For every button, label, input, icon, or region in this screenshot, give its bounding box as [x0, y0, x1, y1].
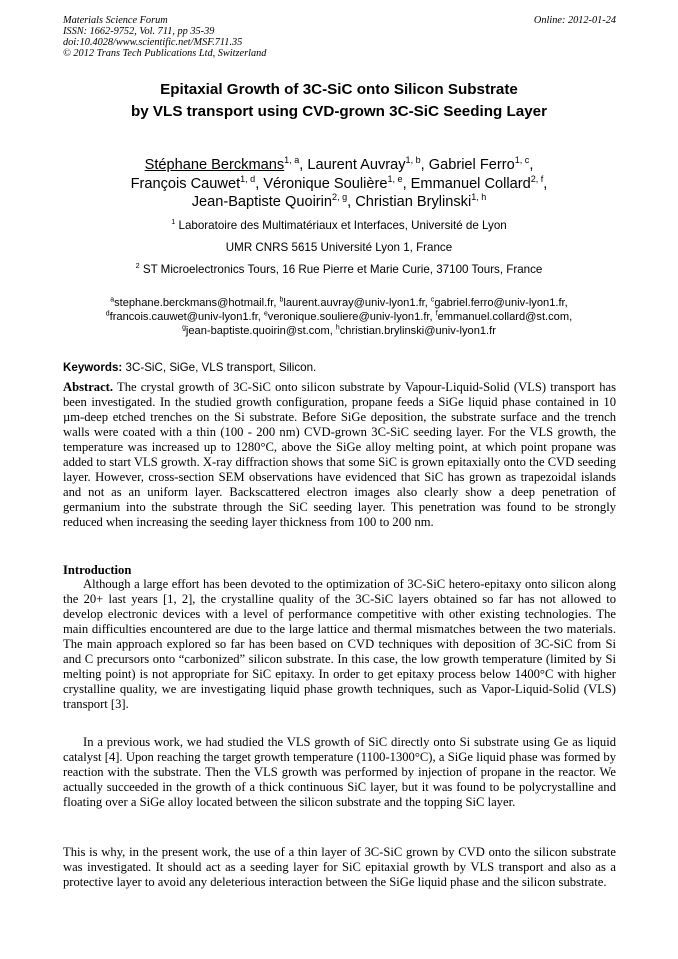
- author-line-1: Stéphane Berckmans$^{1, a}$, Laurent Auvray$^{1, b}$, Gabriel Ferro$^{1, c}$,: [144, 155, 534, 173]
- introduction-heading: Introduction: [63, 563, 132, 577]
- author-affiliation-mark: 1, d: [240, 173, 256, 184]
- affiliation-1-line-1: [0, 215, 678, 237]
- email-line-1: $^a$stephane.berckmans@hotmail.fr, $^b$laurent.auvray@univ-lyon1.fr, $^c$gabriel.ferro@univ-lyon1.fr,: [110, 296, 568, 309]
- email-line-3: $^g$jean-baptiste.quoirin@st.com, $^h$christian.brylinski@univ-lyon1.fr: [182, 324, 496, 337]
- affiliation-1-line-2: UMR CNRS 5615 Université Lyon 1, France: [225, 241, 453, 254]
- affiliation-mark: 2: [135, 261, 140, 271]
- author-name: Gabriel Ferro: [428, 157, 515, 173]
- paper-title-line-1: Epitaxial Growth of 3C-SiC onto Silicon Substrate: [160, 81, 518, 98]
- email-address[interactable]: gabriel.ferro@univ-lyon1.fr: [434, 297, 565, 309]
- email-address[interactable]: francois.cauwet@univ-lyon1.fr: [109, 311, 258, 323]
- author-affiliation-mark: 1, a: [284, 155, 300, 166]
- email-address[interactable]: christian.brylinski@univ-lyon1.fr: [339, 325, 496, 337]
- author-affiliation-mark: 1, b: [405, 155, 421, 166]
- author-emails: [0, 296, 678, 338]
- author-name: François Cauwet: [130, 175, 241, 192]
- author-line-2: François Cauwet$^{1, d}$, Véronique Soulière$^{1, e}$, Emmanuel Collard$^{2, f}$,: [130, 173, 548, 192]
- author-affiliation-mark: 1, c: [514, 155, 530, 166]
- email-line-2: $^d$francois.cauwet@univ-lyon1.fr, $^e$veronique.souliere@univ-lyon1.fr, $^f$emmanuel.collard@st.com,: [105, 310, 573, 323]
- author-name: Stéphane Berckmans: [144, 157, 285, 173]
- journal-header: [63, 15, 616, 59]
- journal-issn: ISSN: 1662-9752, Vol. 711, pp 35-39: [63, 26, 215, 37]
- email-address[interactable]: jean-baptiste.quoirin@st.com: [185, 325, 330, 337]
- email-mark: c: [430, 296, 435, 304]
- introduction-paragraph-1: [63, 577, 616, 712]
- author-list: [0, 156, 678, 212]
- email-address[interactable]: veronique.souliere@univ-lyon1.fr: [267, 311, 430, 323]
- abstract-label: Abstract.: [63, 380, 114, 394]
- author-affiliation-mark: 1, e: [387, 173, 403, 184]
- keywords-label: Keywords:: [63, 361, 123, 374]
- journal-name: Materials Science Forum: [63, 15, 168, 26]
- author-affiliation-mark: 1, h: [471, 192, 487, 203]
- email-address[interactable]: laurent.auvray@univ-lyon1.fr: [283, 297, 425, 309]
- online-date: Online: 2012-01-24: [533, 15, 616, 26]
- author-name: Jean-Baptiste Quoirin: [191, 194, 333, 210]
- email-mark: e: [263, 310, 268, 318]
- affiliation-text: ST Microelectronics Tours, 16 Rue Pierre et Marie Curie, 37100 Tours, France: [142, 263, 543, 276]
- email-mark: h: [335, 324, 340, 332]
- email-address[interactable]: stephane.berckmans@hotmail.fr: [114, 297, 274, 309]
- author-affiliation-mark: 2, f: [530, 173, 544, 184]
- affiliation-text: Laboratoire des Multimatériaux et Interfaces, Université de Lyon: [178, 219, 507, 232]
- journal-doi: doi:10.4028/www.scientific.net/MSF.711.35: [63, 37, 243, 48]
- affiliation-2: [0, 259, 678, 281]
- affiliations: [0, 215, 678, 281]
- paper-title: [0, 79, 678, 123]
- author-name: Emmanuel Collard: [410, 175, 531, 192]
- email-address[interactable]: emmanuel.collard@st.com: [437, 311, 570, 323]
- affiliation-mark: 1: [171, 217, 176, 227]
- abstract: [63, 380, 616, 530]
- keywords: [63, 361, 616, 375]
- paper-title-line-2: by VLS transport using CVD-grown 3C-SiC Seeding Layer: [130, 103, 548, 120]
- paragraph-text: Although a large effort has been devoted to the optimization of 3C-SiC hetero-epitaxy onto silicon along the 20+ last years [1, 2], the crystalline quality of the 3C-SiC layers obtained so far has not allowed to develop electronic devices with a level of performance competitive with other existing technologies. The main difficulties encountered are due to the large lattice and thermal mismatches between the two materials. The main approach explored so far has been based on CVD techniques with deposition of 3C-SiC from Si and C precursors onto “carbonized” silicon substrate. In this case, the low growth temperature (limited by Si melting point) is not appropriate for SiC epitaxy. In order to get epitaxy process below 1400°C with higher crystalline quality, we are investigating liquid phase growth techniques, such as Vapor-Liquid-Solid (VLS) transport [3].: [63, 577, 616, 712]
- email-mark: d: [105, 310, 110, 318]
- email-mark: f: [435, 310, 438, 318]
- abstract-text: The crystal growth of 3C-SiC onto silicon substrate by Vapour-Liquid-Solid (VLS) transport has been investigated. In the studied growth configuration, propane feeds a SiGe liquid phase contained in 10 µm-deep etched trenches on the Si substrate. Before SiGe deposition, the substrate surface and the trench walls were coated with a thin (100 - 200 nm) CVD-grown 3C-SiC seeding layer. For the VLS growth, the temperature was increased up to 1280°C, above the SiGe alloy melting point, at which point propane was added to start VLS growth. X-ray diffraction shows that some SiC is grown epitaxially onto the CVD seeding layer. However, cross-section SEM observations have evidenced that SiC has grown as trapezoidal islands and not as an uniform layer. Backscattered electron images also clearly show a deep penetration of germanium into the substrate through the SiC seeding layer. This penetration was found to be strongly reduced when increasing the seeding layer thickness from 100 to 200 nm.: [63, 380, 617, 530]
- keywords-text: 3C-SiC, SiGe, VLS transport, Silicon.: [125, 361, 317, 374]
- author-name: Christian Brylinski: [355, 194, 472, 210]
- email-mark: a: [110, 296, 115, 304]
- author-line-3: Jean-Baptiste Quoirin$^{2, g}$, Christian Brylinski$^{1, h}$: [191, 192, 487, 210]
- paragraph-text: This is why, in the present work, the use of a thin layer of 3C-SiC grown by CVD onto the silicon substrate was investigated. It should act as a seeding layer for SiC epitaxial growth by VLS transport and also as a protective layer to avoid any deleterious interaction between the SiGe liquid phase and the silicon substrate.: [63, 845, 616, 890]
- email-mark: g: [182, 324, 186, 332]
- journal-copyright: © 2012 Trans Tech Publications Ltd, Switzerland: [63, 48, 267, 59]
- paragraph-text: In a previous work, we had studied the VLS growth of SiC directly onto Si substrate using Ge as liquid catalyst [4]. Upon reaching the target growth temperature (1100-1300°C), a SiGe liquid phase was formed by reaction with the substrate. Then the VLS growth was performed by injection of propane in the reactor. We actually succeeded in the growth of a thick continuous SiC layer, but it was found to be polycrystalline and floating over a SiGe alloy located between the silicon substrate and the topping SiC layer.: [63, 735, 616, 810]
- author-affiliation-mark: 2, g: [332, 192, 348, 203]
- introduction-paragraph-3: [63, 845, 616, 890]
- author-name: Véronique Soulière: [263, 175, 388, 192]
- author-name: Laurent Auvray: [307, 157, 406, 173]
- introduction-paragraph-2: [63, 735, 616, 810]
- email-mark: b: [279, 296, 284, 304]
